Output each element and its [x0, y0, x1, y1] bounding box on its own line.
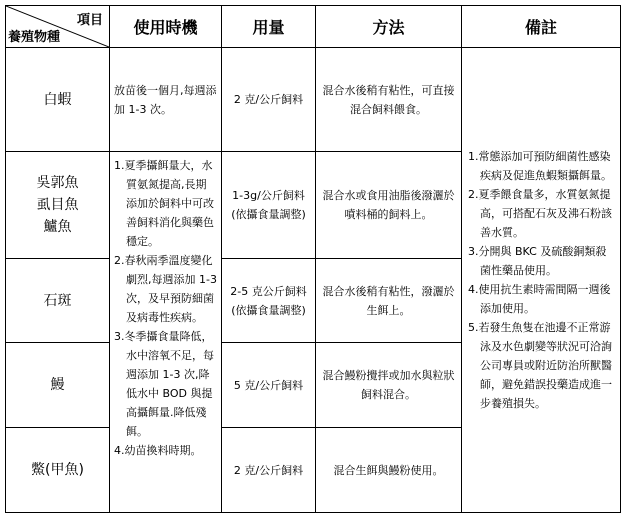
notes-list [468, 147, 614, 413]
dosage-note: (依攝食量調整) [231, 208, 306, 221]
dosage-header: 用量 [222, 6, 316, 48]
method-cell [316, 428, 462, 513]
dosage-cell [222, 152, 316, 259]
list-item: 5.若發生魚隻在池邊不正常游泳及水色劇變等狀況可洽詢公司專員或附近防治所獸醫師，避免錯誤投藥造成進一步養殖損失。 [468, 321, 612, 410]
species-name: 白蝦 [43, 91, 72, 108]
species-cell [6, 152, 110, 259]
dosage-cell [222, 428, 316, 513]
species-name: 鱉(甲魚) [31, 462, 84, 478]
notes-cell [462, 48, 621, 513]
method-text: 混合生餌與鰻粉使用。 [333, 463, 444, 477]
method-text: 混合水後稍有粘性，潑灑於生餌上。 [322, 284, 455, 317]
species-cell [6, 343, 110, 428]
species-cell [6, 48, 110, 152]
corner-item-label: 項目 [76, 13, 103, 28]
species-cell [6, 428, 110, 513]
timing-cell [110, 152, 222, 513]
dosage-note: (依攝食量調整) [231, 303, 306, 317]
method-cell [316, 48, 462, 152]
species-name: 鱸魚 [43, 219, 72, 235]
species-name: 吳郭魚 [36, 175, 79, 191]
list-item: 2.夏季餵食量多，水質氨氮提高，可搭配石灰及沸石粉該善水質。 [468, 188, 612, 239]
species-name: 虱目魚 [36, 197, 79, 213]
timing-text: 放苗後一個月,每週添加 1-3 次。 [114, 83, 217, 116]
species-name: 鰻 [50, 377, 65, 393]
method-cell [316, 259, 462, 343]
timing-header: 使用時機 [110, 6, 222, 48]
header-row [6, 6, 621, 48]
method-cell [316, 152, 462, 259]
dosage-text: 5 克/公斤飼料 [233, 378, 304, 392]
usage-table [5, 5, 621, 513]
list-item: 4.幼苗換料時期。 [114, 444, 202, 457]
timing-list [114, 156, 217, 460]
method-text: 混合水或食用油脂後潑灑於噴料桶的飼料上。 [322, 189, 455, 221]
list-item: 4.使用抗生素時需間隔一週後添加使用。 [468, 283, 611, 315]
dosage-cell [222, 343, 316, 428]
list-item: 1.夏季攝餌量大，水質氨氮提高,長期添加於飼料中可改善飼料消化與藥色穩定。 [114, 159, 214, 248]
method-header: 方法 [316, 6, 462, 48]
timing-cell [110, 48, 222, 152]
method-cell [316, 343, 462, 428]
corner-header-cell [6, 6, 110, 48]
method-text: 混合鰻粉攪拌或加水與粒狀飼料混合。 [322, 369, 455, 401]
list-item: 3.冬季攝食量降低，水中溶氧不足，每週添加 1-3 次,降低水中 BOD 與提高攝餌量.降低殘餌。 [114, 330, 214, 438]
list-item: 3.分開與 BKC 及硫酸銅類殺菌性藥品使用。 [468, 245, 607, 277]
species-cell [6, 259, 110, 343]
dosage-text: 2-5 克公斤飼料 [230, 284, 307, 298]
table-row [6, 48, 621, 152]
method-text: 混合水後稍有粘性，可直接混合飼料餵食。 [322, 83, 455, 116]
dosage-text: 2 克/公斤飼料 [233, 463, 304, 477]
notes-header: 備註 [462, 6, 621, 48]
list-item: 2.春秋兩季溫度變化劇烈,每週添加 1-3 次，及早預防細菌及病毒性疾病。 [114, 254, 217, 324]
dosage-cell [222, 48, 316, 152]
corner-species-label: 養殖物種 [8, 30, 61, 45]
dosage-text: 2 克/公斤飼料 [233, 93, 304, 106]
list-item: 1.常態添加可預防細菌性感染疾病及促進魚蝦類攝餌量。 [468, 150, 612, 182]
dosage-text: 1-3g/公斤飼料 [232, 189, 305, 202]
dosage-cell [222, 259, 316, 343]
species-name: 石斑 [43, 292, 72, 309]
